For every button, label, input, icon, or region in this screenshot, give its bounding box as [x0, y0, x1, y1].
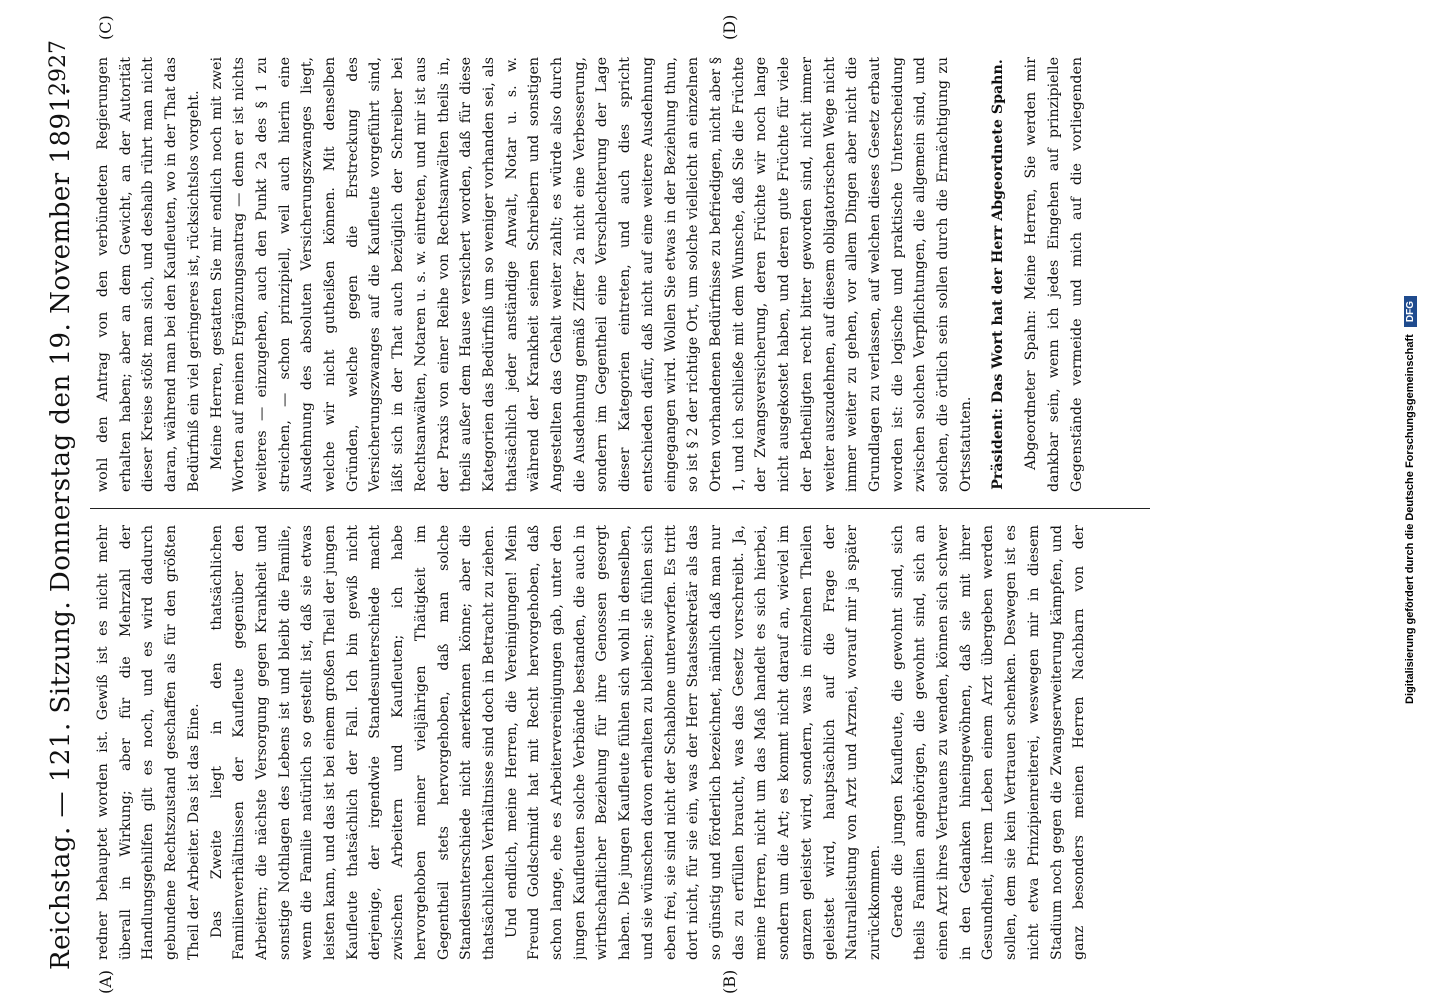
digitization-note: Digitalisierung gefördert durch die Deutsche Forschungsgemeinschaft: [1404, 334, 1416, 704]
page-header: [42, 40, 78, 970]
page-number: 2927: [46, 40, 71, 96]
digitization-footer: [1404, 0, 1417, 1000]
running-title: Reichstag. — 121. Sitzung. Donnerstag den 19. November 1891.: [46, 86, 76, 970]
paragraph: redner behauptet worden ist. Gewiß ist es nicht mehr überall in Wirkung; aber für die Mehrzahl der Handlungsgehilfen gilt es noch, und es wird dadurch gebundene Rechtszustand geschaffen als für den größten Theil der Arbeiter. Das ist das Eine.: [95, 525, 202, 960]
paragraph: Abgeordneter Spahn: Meine Herren, Sie werden mir dankbar sein, wenn ich jedes Eingehen auf prinzipielle Gegenstände vermeide und mich auf die vorliegenden: [1023, 57, 1085, 492]
paragraph: Und endlich, meine Herren, die Vereinigungen! Mein Freund Goldschmidt hat mit Recht hervorgehoben, daß schon lange, ehe es Arbeitervereinigungen gab, unter den jungen Kaufleuten solche Verbände bestanden, die auch in wirthschaftlicher Beziehung für ihre Genossen gesorgt haben. Die jungen Kaufleute fühlen sich wohl in denselben, und sie wünschen davon erhalten zu bleiben; sie fühlen sich eben frei, sie sind nicht der Schablone unterworfen. Es tritt dort nicht, für sie ein, was der Herr Staatssekretär als das so günstig und förderlich bezeichnet, nämlich daß man nur das zu erfüllen braucht, was das Gesetz vorschreibt. Ja, meine Herren, nicht um das Maß handelt es sich hierbei, sondern um die Art; es kommt nicht darauf an, wieviel im ganzen geleistet wird, sondern, was in einzelnen Theilen geleistet wird, hauptsächlich auf die Frage der Naturalleistung von Arzt und Arznei, worauf mir ja später zurückkommen.: [503, 525, 883, 960]
right-column: [92, 57, 1092, 492]
paragraph: wohl den Antrag von den verbündeten Regierungen erhalten haben; aber an dem Gewicht, an der Autorität dieser Kreise stößt man sich, und deshalb rührt man nicht daran, während man bei den Kaufleuten, wo in der That das Bedürfniß ein viel geringeres ist, rücksichtslos vorgeht.: [95, 57, 202, 492]
margin-marker-c: (C): [96, 15, 115, 40]
paragraph: Meine Herren, gestatten Sie mir endlich noch mit zwei Worten auf meinen Ergänzungsantrag — denn er ist nichts weiteres — einzugehen, auch den Punkt 2a des § 1 zu streichen, — schon prinzipiell, weil auch hierin eine Ausdehnung des absoluten Versicherungszwanges liegt, welche wir nicht gutheißen können. Mit denselben Gründen, welche gegen die Erstreckung des Versicherungszwanges auf die Kaufleute vorgeführt sind, läßt sich in der That auch bezüglich der Schreiber bei Rechtsanwälten, Notaren u. s. w. eintreten, und mir ist aus der Praxis von einer Reihe von Rechtsanwälten theils in, theils außer dem Hause versichert worden, daß für diese Kategorien das Bedürfniß um so weniger vorhanden sei, als thatsächlich jeder anständige Anwalt, Notar u. s. w. während der Krankheit seinen Schreibern und sonstigen Angestellten das Gehalt weiter zahlt; es würde also durch die Ausdehnung gemäß Ziffer 2a nicht eine Verbesserung, sondern im Gegentheil eine Verschlechterung der Lage dieser Kategorien eintreten, und auch dies spricht entschieden dafür, daß nicht auf eine weitere Ausdehnung eingegangen wird. Wollen Sie etwas in der Beziehung thun, so ist § 2 der richtige Ort, um solche vielleicht an einzelnen Orten vorhandenen Bedürfnisse zu befriedigen, nicht aber § 1, und ich schließe mit dem Wunsche, daß Sie die Früchte der Zwangsversicherung, deren Früchte wir noch lange nicht ausgekostet haben, und deren gute Früchte für viele der Betheiligten recht bitter geworden sind, nicht immer weiter auszudehnen, auf diesem obligatorischen Wege nicht immer weiter zu gehen, vor allem Dingen aber nicht die Grundlagen zu verlassen, auf welchen dieses Gesetz erbaut worden ist: die logische und praktische Unterscheidung zwischen solchen Verpflichtungen, die allgemein sind, und solchen, die örtlich sein sollen durch die Ermächtigung zu Ortsstatuten.: [208, 57, 974, 492]
paragraph: Gerade die jungen Kaufleute, die gewohnt sind, sich theils Familien angehörigen, die gewohnt sind, sich an einen Arzt ihres Vertrauens zu wenden, können sich schwer in den Gedanken hineingewöhnen, daß sie mit ihrer Gesundheit, ihrem Leben einem Arzt übergeben werden sollen, dem sie kein Vertrauen schenken. Deswegen ist es nicht etwa Prinzipienreiterei, weswegen mir in diesem Stadium noch gegen die Zwangserweiterung kämpfen, und ganz besonders meinen Herren Nachbarn von der: [889, 525, 1088, 960]
dfg-logo: DFG: [1404, 296, 1417, 327]
left-column: [92, 525, 1092, 960]
president-line: Präsident: Das Wort hat der Herr Abgeordnete Spahn.: [990, 59, 1007, 490]
column-divider: [90, 508, 1150, 509]
margin-marker-b: (B): [720, 969, 739, 994]
paragraph: Das Zweite liegt in den thatsächlichen Familienverhältnissen der Kaufleute gegenüber den Arbeitern; die nächste Versorgung gegen Krankheit und sonstige Nothlagen des Lebens ist und bleibt die Familie, wenn die Familie natürlich so gestellt ist, daß sie etwas leisten kann, und das ist bei einem großen Theil der jungen Kaufleute thatsächlich der Fall. Ich bin gewiß nicht derjenige, der irgendwie Standesunterschiede macht zwischen Arbeitern und Kaufleuten; ich habe hervorgehoben meiner vieljährigen Thätigkeit im Gegentheil stets hervorgehoben, daß man solche Standesunterschiede nicht anerkennen könne; aber die thatsächlichen Verhältnisse sind doch in Betracht zu ziehen.: [208, 525, 497, 960]
margin-marker-d: (D): [720, 14, 739, 40]
margin-marker-a: (A): [96, 969, 115, 994]
